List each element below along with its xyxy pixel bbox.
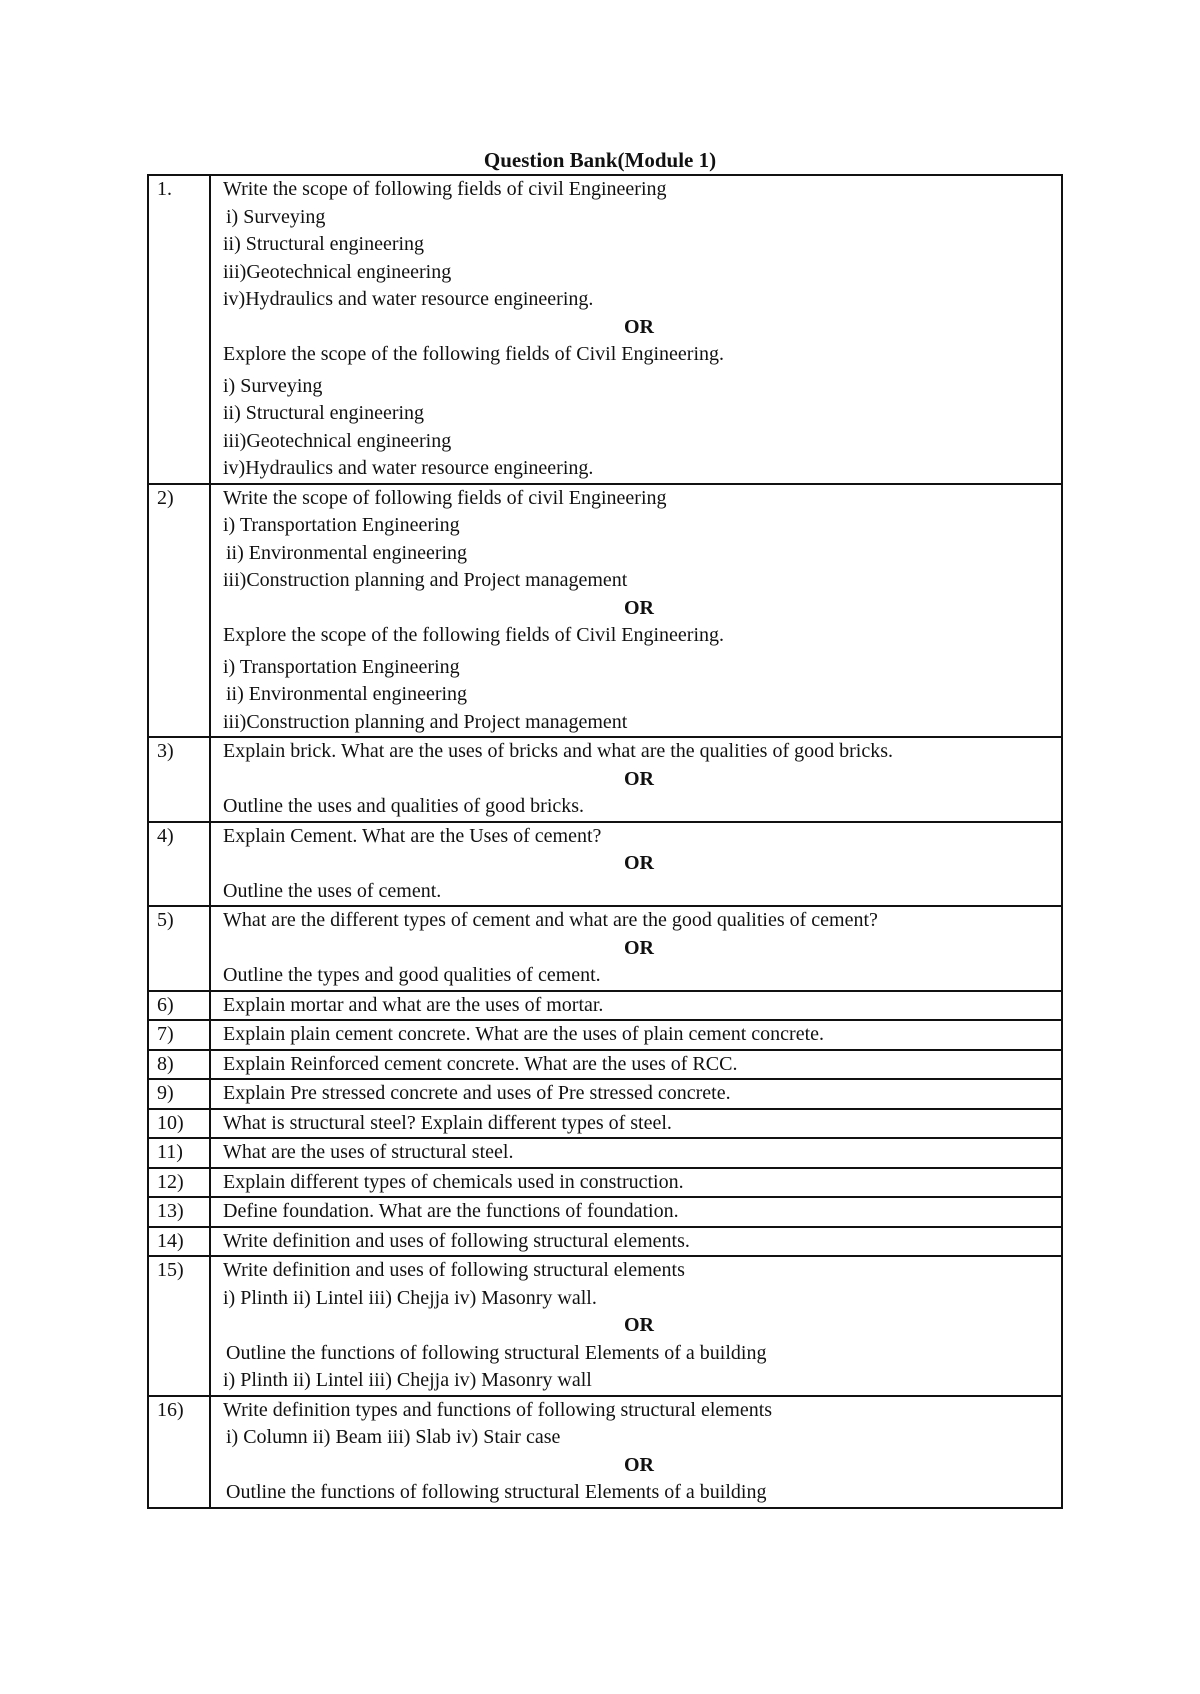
question-line: Outline the functions of following structural Elements of a building bbox=[226, 1481, 767, 1503]
question-line: Explain mortar and what are the uses of mortar. bbox=[223, 993, 604, 1016]
question-line: Write definition and uses of following structural elements bbox=[223, 1259, 685, 1281]
question-line: Outline the functions of following structural Elements of a building bbox=[226, 1341, 767, 1364]
question-line: Write the scope of following fields of civil Engineering bbox=[223, 486, 667, 509]
or-separator: OR bbox=[624, 767, 654, 790]
question-text bbox=[210, 737, 1062, 822]
question-text bbox=[210, 1168, 1062, 1198]
question-line: iii)Geotechnical engineering bbox=[223, 260, 452, 283]
question-number: 11) bbox=[148, 1138, 210, 1168]
question-text bbox=[210, 822, 1062, 907]
question-row bbox=[148, 1020, 1062, 1050]
question-number: 14) bbox=[148, 1227, 210, 1257]
question-number: 9) bbox=[148, 1079, 210, 1109]
page-title: Question Bank(Module 1) bbox=[483, 148, 717, 172]
question-line: iv)Hydraulics and water resource engineering. bbox=[223, 457, 594, 479]
or-separator: OR bbox=[624, 1314, 654, 1336]
question-line: Explain plain cement concrete. What are the uses of plain cement concrete. bbox=[223, 1023, 825, 1045]
question-text bbox=[210, 1050, 1062, 1080]
question-number: 7) bbox=[148, 1020, 210, 1050]
question-line: Write the scope of following fields of civil Engineering bbox=[223, 178, 667, 200]
question-text bbox=[210, 484, 1062, 738]
question-number: 3) bbox=[148, 737, 210, 822]
question-number: 6) bbox=[148, 991, 210, 1021]
question-row bbox=[148, 1227, 1062, 1257]
question-number: 16) bbox=[148, 1396, 210, 1508]
question-line: Explore the scope of the following fields of Civil Engineering. bbox=[223, 624, 724, 646]
question-row bbox=[148, 1109, 1062, 1139]
question-line: Explain different types of chemicals used in construction. bbox=[223, 1170, 684, 1193]
question-line: Explain Reinforced cement concrete. What are the uses of RCC. bbox=[223, 1052, 738, 1075]
question-line: i) Surveying bbox=[223, 374, 323, 397]
question-row bbox=[148, 1138, 1062, 1168]
question-row bbox=[148, 1396, 1062, 1508]
question-number: 10) bbox=[148, 1109, 210, 1139]
question-text bbox=[210, 991, 1062, 1021]
question-row bbox=[148, 1168, 1062, 1198]
question-line: i) Plinth ii) Lintel iii) Chejja iv) Masonry wall bbox=[223, 1369, 592, 1391]
question-text bbox=[210, 1396, 1062, 1508]
or-separator: OR bbox=[624, 852, 654, 874]
question-line: i) Transportation Engineering bbox=[223, 655, 460, 678]
question-row bbox=[148, 991, 1062, 1021]
question-line: Outline the uses of cement. bbox=[223, 879, 442, 902]
or-separator: OR bbox=[624, 315, 654, 338]
question-line: iii)Construction planning and Project management bbox=[223, 569, 628, 591]
question-number: 4) bbox=[148, 822, 210, 907]
question-text bbox=[210, 1020, 1062, 1050]
question-line: iii)Geotechnical engineering bbox=[223, 429, 452, 452]
question-row bbox=[148, 737, 1062, 822]
question-line: iv)Hydraulics and water resource engineering. bbox=[223, 288, 594, 310]
question-number: 13) bbox=[148, 1197, 210, 1227]
question-number: 2) bbox=[148, 484, 210, 738]
question-line: Outline the types and good qualities of cement. bbox=[223, 964, 601, 986]
question-line: What is structural steel? Explain different types of steel. bbox=[223, 1111, 672, 1134]
question-line: ii) Structural engineering bbox=[223, 402, 425, 424]
question-line: Outline the uses and qualities of good bricks. bbox=[223, 795, 585, 817]
question-row bbox=[148, 484, 1062, 738]
question-text bbox=[210, 1227, 1062, 1257]
question-text bbox=[210, 906, 1062, 991]
question-line: i) Surveying bbox=[226, 205, 326, 228]
question-line: Write definition types and functions of following structural elements bbox=[223, 1398, 773, 1421]
question-row bbox=[148, 175, 1062, 484]
question-line: i) Column ii) Beam iii) Slab iv) Stair case bbox=[226, 1426, 561, 1448]
question-line: i) Plinth ii) Lintel iii) Chejja iv) Masonry wall. bbox=[223, 1286, 597, 1309]
question-row bbox=[148, 1197, 1062, 1227]
question-line: Explore the scope of the following fields of Civil Engineering. bbox=[223, 343, 724, 365]
question-text bbox=[210, 1256, 1062, 1396]
question-line: i) Transportation Engineering bbox=[223, 514, 460, 536]
question-line: iii)Construction planning and Project management bbox=[223, 710, 628, 733]
question-text bbox=[210, 175, 1062, 484]
or-separator: OR bbox=[624, 596, 654, 619]
question-row bbox=[148, 1050, 1062, 1080]
question-row bbox=[148, 1256, 1062, 1396]
question-line: ii) Structural engineering bbox=[223, 233, 425, 255]
question-text bbox=[210, 1079, 1062, 1109]
question-table bbox=[147, 174, 1063, 1509]
question-line: Explain Cement. What are the Uses of cement? bbox=[223, 824, 602, 847]
or-separator: OR bbox=[624, 1453, 654, 1476]
question-line: ii) Environmental engineering bbox=[226, 541, 468, 564]
question-table-body bbox=[148, 175, 1062, 1508]
question-number: 15) bbox=[148, 1256, 210, 1396]
question-row bbox=[148, 1079, 1062, 1109]
question-number: 5) bbox=[148, 906, 210, 991]
question-text bbox=[210, 1197, 1062, 1227]
question-row bbox=[148, 822, 1062, 907]
question-line: Define foundation. What are the functions of foundation. bbox=[223, 1200, 679, 1222]
or-separator: OR bbox=[624, 936, 654, 959]
question-number: 1. bbox=[148, 175, 210, 484]
question-line: ii) Environmental engineering bbox=[226, 683, 468, 705]
question-text bbox=[210, 1138, 1062, 1168]
question-line: Write definition and uses of following structural elements. bbox=[223, 1229, 690, 1252]
question-line: Explain brick. What are the uses of bricks and what are the qualities of good bricks. bbox=[223, 740, 893, 762]
question-number: 8) bbox=[148, 1050, 210, 1080]
question-line: Explain Pre stressed concrete and uses of Pre stressed concrete. bbox=[223, 1082, 731, 1104]
question-text bbox=[210, 1109, 1062, 1139]
question-line: What are the different types of cement and what are the good qualities of cement? bbox=[223, 909, 878, 931]
question-row bbox=[148, 906, 1062, 991]
question-line: What are the uses of structural steel. bbox=[223, 1141, 514, 1163]
question-number: 12) bbox=[148, 1168, 210, 1198]
